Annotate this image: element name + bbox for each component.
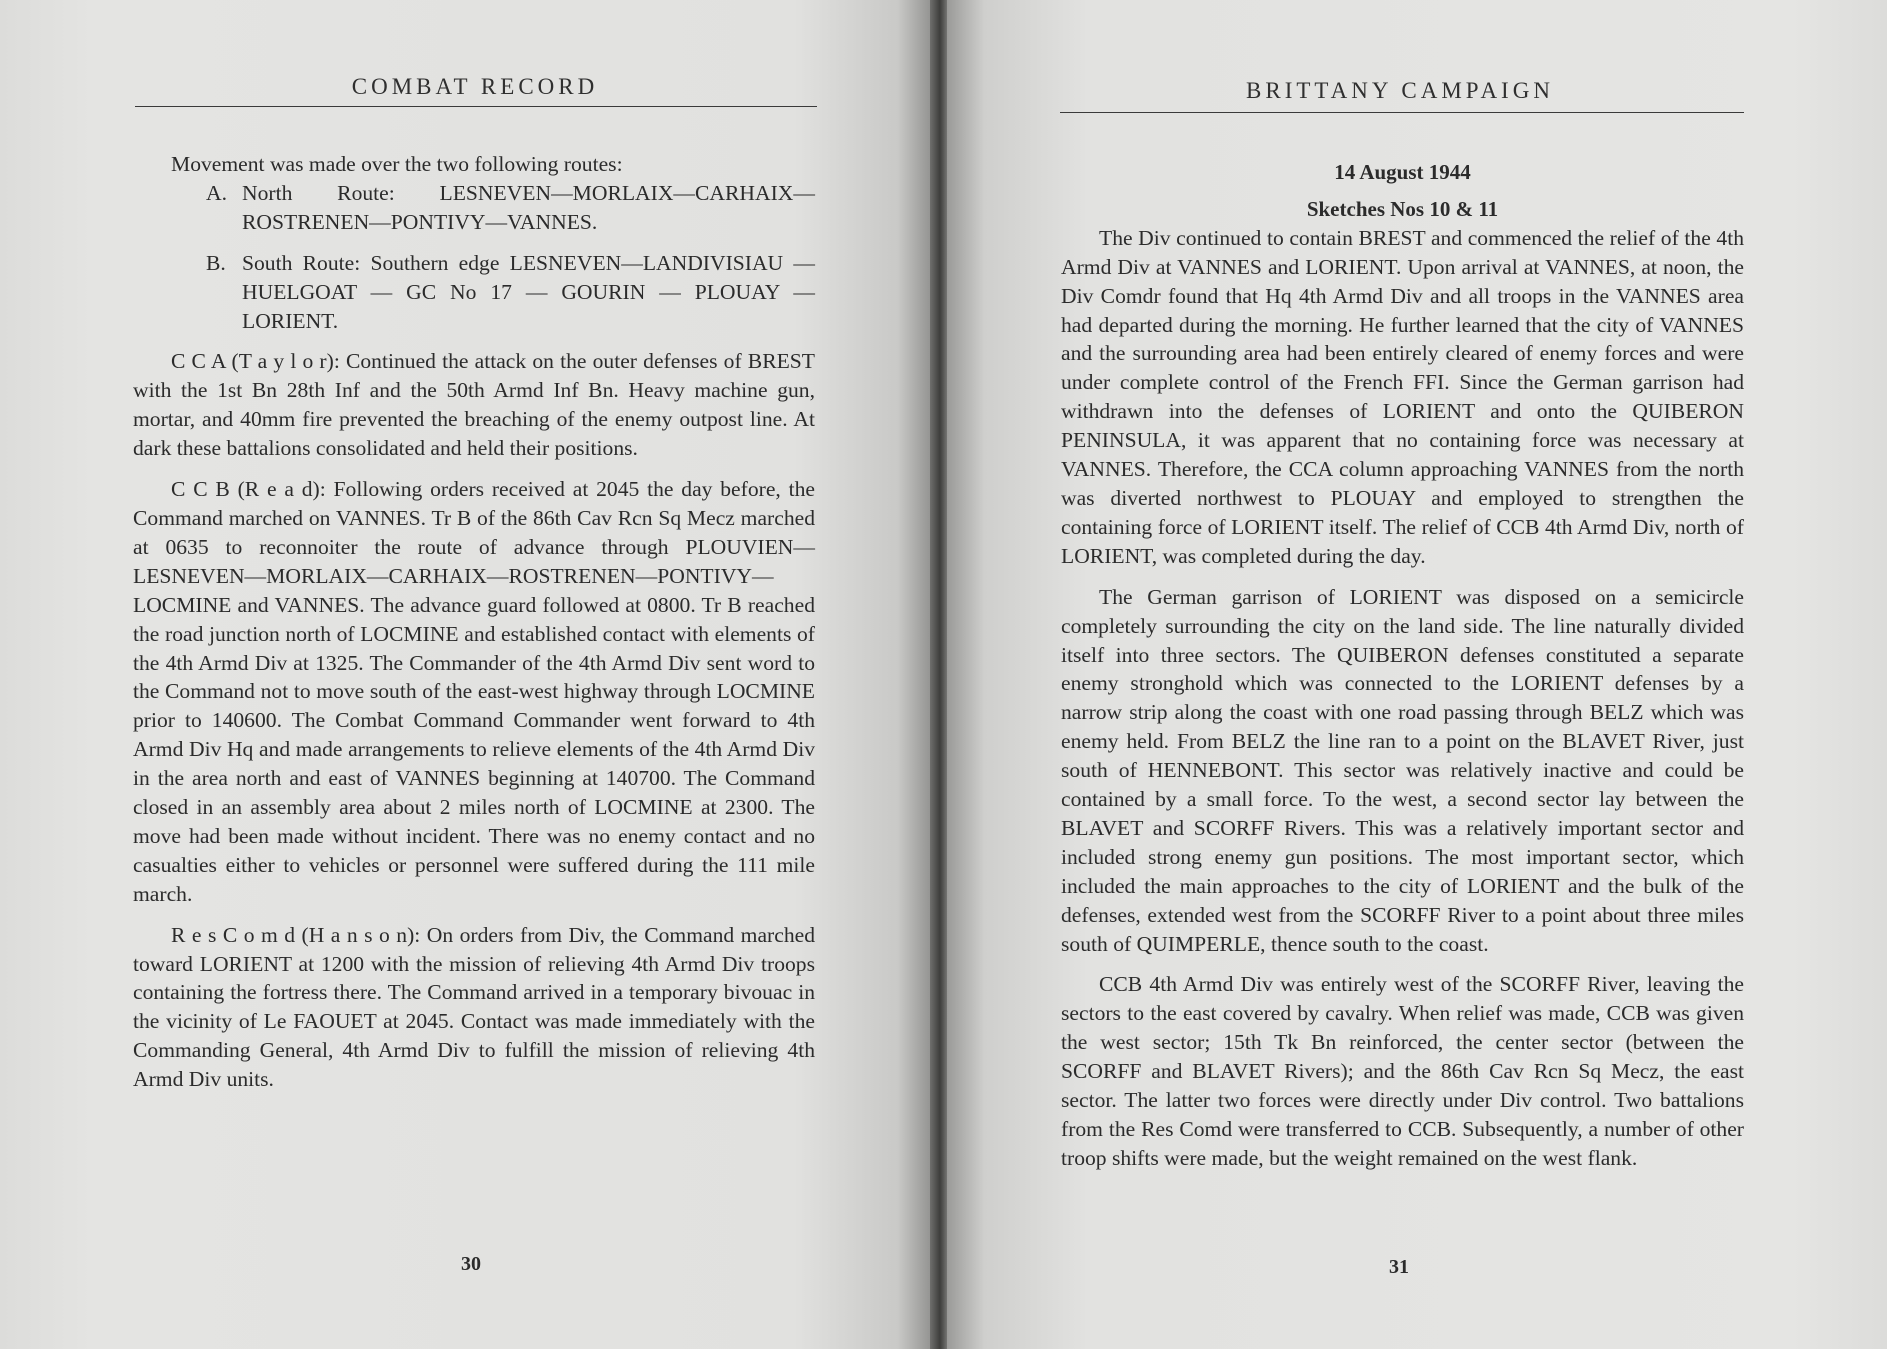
running-head-right: BRITTANY CAMPAIGN xyxy=(1246,78,1554,103)
paragraph: The Div continued to contain BREST and commenced the relief of the 4th Armd Div at VANNES and LORIENT. Upon arrival at VANNES, at noon, the Div Comdr found that Hq 4th Armd Div and all troops in the VANNES area had departed during the morning. He further learned that the city of VANNES and the surrounding area had been entirely cleared of enemy forces and were under complete control of the French FFI. Since the German garrison had withdrawn into the defenses of LORIENT and onto the QUIBERON PENINSULA, it was apparent that no containing force was necessary at VANNES. Therefore, the CCA column approaching VANNES from the north was diverted northwest to PLOUAY and employed to strengthen the containing force of LORIENT itself. The relief of CCB 4th Armd Div, north of LORIENT, was completed during the day. xyxy=(1061,225,1744,568)
route-a xyxy=(206,179,815,237)
paragraph-ccb: C C B (R e a d): Following orders received at 2045 the day before, the Command marched on VANNES. Tr B of the 86th Cav Rcn Sq Mecz marched at 0635 to reconnoiter the route of advance through PLOUVIEN—LESNEVEN—MORLAIX—CARHAIX—ROSTRENEN—PONTIVY—LOCMINE and VANNES. The advance guard followed at 0800. Tr B reached the road junction north of LOCMINE and established contact with elements of the 4th Armd Div at 1325. The Commander of the 4th Armd Div sent word to the Command not to move south of the east-west highway through LOCMINE prior to 140600. The Combat Command Commander went forward to 4th Armd Div Hq and made arrangements to relieve elements of the 4th Armd Div in the area north and east of VANNES beginning at 140700. The Command closed in an assembly area about 2 miles north of LOCMINE at 2300. The move had been made without incident. There was no enemy contact and no casualties either to vehicles or personnel were suffered during the 111 mile march. xyxy=(133,477,815,906)
routes-intro: Movement was made over the two following routes: xyxy=(171,152,623,176)
paragraph: CCB 4th Armd Div was entirely west of the SCORFF River, leaving the sectors to the east covered by cavalry. When relief was made, CCB was given the west sector; 15th Tk Bn reinforced, the center sector (between the SCORFF and BLAVET Rivers); and the 86th Cav Rcn Sq Mecz, the east sector. The latter two forces were directly under Div control. Two battalions from the Res Comd were transferred to CCB. Subsequently, a number of other troop shifts were made, but the weight remained on the west flank. xyxy=(1061,972,1744,1170)
right-page xyxy=(947,0,1887,1349)
commander-name: T a y l o r xyxy=(238,349,327,374)
route-text: North Route: LESNEVEN—MORLAIX—CARHAIX—ROSTRENEN—PONTIVY—VANNES. xyxy=(242,180,815,234)
paragraph-text: ): Continued the attack on the outer defenses of BREST with the 1st Bn 28th Inf and the 50th Armd Inf Bn. Heavy machine gun, mortar, and 40mm fire prevented the breaching of the enemy outpost line. At dark these battalions consolidated and held their positions. xyxy=(133,349,815,461)
date-heading: 14 August 1944 xyxy=(1334,160,1471,184)
commander-name: R e a d xyxy=(244,477,313,502)
route-letter: B. xyxy=(206,250,226,275)
sketch-reference: Sketches Nos 10 & 11 xyxy=(1306,196,1499,221)
paragraph: The German garrison of LORIENT was disposed on a semicircle completely surrounding the city on the land side. The line naturally divided itself into three sectors. The QUIBERON defenses constituted a separate enemy stronghold which was connected to the LORIENT defenses by a narrow strip along the coast with one road passing through BELZ which was enemy held. From BELZ the line ran to a point on the BLAVET River, just south of HENNEBONT. This sector was relatively inactive and could be contained by a small force. To the west, a second sector lay between the BLAVET and SCORFF Rivers. This was a relatively important sector and included strong enemy gun positions. The most important sector, which included the main approaches to the city of LORIENT and the bulk of the defenses, extended west from the SCORFF River to a point about three miles south of QUIMPERLE, thence south to the coast. xyxy=(1061,584,1744,956)
running-head-left: COMBAT RECORD xyxy=(351,74,599,99)
header-rule-right xyxy=(1060,112,1744,113)
route-b xyxy=(206,249,815,336)
page-number-right: 31 xyxy=(1389,1256,1409,1278)
unit-name: R e s C o m d xyxy=(171,922,296,947)
route-text: South Route: Southern edge LESNEVEN—LANDIVISIAU — HUELGOAT — GC No 17 — GOURIN — PLOUAY — LORIENT. xyxy=(242,250,815,333)
left-body xyxy=(133,150,815,1094)
route-letter: A. xyxy=(206,180,227,205)
left-page xyxy=(0,0,935,1349)
unit-name: C C A xyxy=(171,349,226,374)
paragraph-text: ): Following orders received at 2045 the day before, the Command marched on VANNES. Tr B of the 86th Cav Rcn Sq Mecz marched at 0635 to reconnoiter the route of advance through PLOUVIEN—LESNEVEN—MORLAIX—CARHAIX—ROSTRENEN—PONTIVY—LOCMINE and VANNES. The advance guard followed at 0800. Tr B reached the road junction north of LOCMINE and established contact with elements of the 4th Armd Div at 1325. The Commander of the 4th Armd Div sent word to the Command not to move south of the east-west highway through LOCMINE prior to 140600. The Combat Command Commander went forward to 4th Armd Div Hq and made arrangements to relieve elements of the 4th Armd Div in the area north and east of VANNES beginning at 140700. The Command closed in an assembly area about 2 miles north of LOCMINE at 2300. The move had been made without incident. There was no enemy contact and no casualties either to vehicles or personnel were suffered during the 111 mile march. xyxy=(133,477,815,906)
paragraph-cca: C C A (T a y l o r): Continued the attack on the outer defenses of BREST with the 1st Bn 28th Inf and the 50th Armd Inf Bn. Heavy machine gun, mortar, and 40mm fire prevented the breaching of the enemy outpost line. At dark these battalions consolidated and held their positions. xyxy=(133,349,815,461)
commander-name: H a n s o n xyxy=(308,922,408,947)
page-number-left: 30 xyxy=(461,1253,481,1275)
unit-name: C C B xyxy=(171,477,230,502)
paragraph-text: ): On orders from Div, the Command marched toward LORIENT at 1200 with the mission of relieving 4th Armd Div troops containing the fortress there. The Command arrived in a temporary bivouac in the vicinity of Le FAOUET at 2045. Contact was made immediately with the Commanding General, 4th Armd Div to fulfill the mission of relieving 4th Armd Div units. xyxy=(133,922,815,1092)
header-rule-left xyxy=(135,106,817,107)
right-body xyxy=(1061,158,1744,1173)
paragraph-res-comd: R e s C o m d (H a n s o n): On orders from Div, the Command marched toward LORIENT at 1200 with the mission of relieving 4th Armd Div troops containing the fortress there. The Command arrived in a temporary bivouac in the vicinity of Le FAOUET at 2045. Contact was made immediately with the Commanding General, 4th Armd Div to fulfill the mission of relieving 4th Armd Div units. xyxy=(133,922,815,1092)
